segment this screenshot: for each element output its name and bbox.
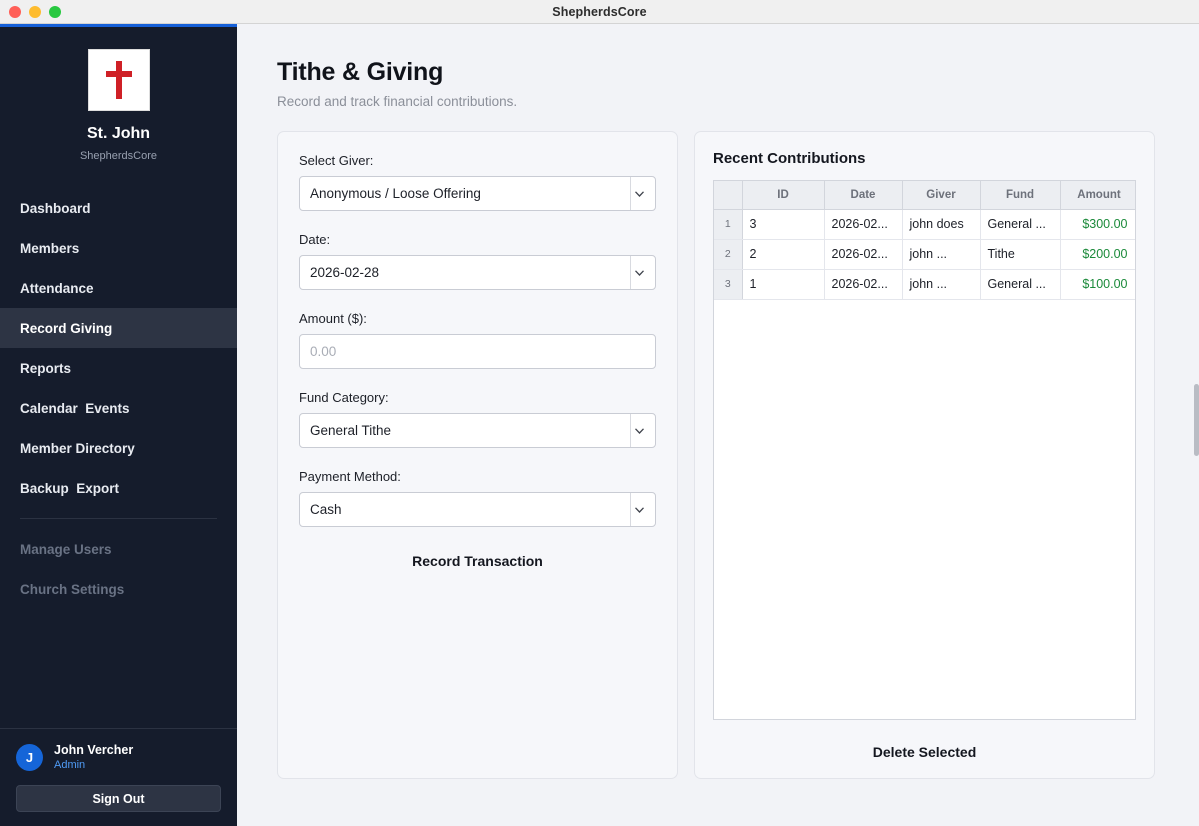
sidebar-item-record-giving[interactable]: Record Giving xyxy=(0,308,237,348)
sidebar-item-members[interactable]: Members xyxy=(20,240,80,256)
column-header-rownum[interactable] xyxy=(714,181,742,209)
cell-date: 2026-02... xyxy=(824,239,902,269)
titlebar xyxy=(0,0,1199,24)
giving-form-card xyxy=(277,131,678,779)
sidebar-nav xyxy=(0,188,237,609)
giver-select-value: Anonymous / Loose Offering xyxy=(310,186,481,201)
sidebar-item-dashboard[interactable]: Dashboard xyxy=(20,200,91,216)
window-body xyxy=(0,24,1199,826)
sidebar-divider xyxy=(20,518,217,519)
sidebar-item-backup-export[interactable]: Backup Export xyxy=(20,480,120,496)
sign-out-button[interactable]: Sign Out xyxy=(16,785,221,812)
cell-fund: General ... xyxy=(980,269,1060,299)
amount-input-placeholder: 0.00 xyxy=(310,344,337,359)
table-row[interactable] xyxy=(714,269,1136,299)
cell-id: 1 xyxy=(742,269,824,299)
cell-id: 2 xyxy=(742,239,824,269)
row-number: 2 xyxy=(714,239,742,269)
fund-select-value: General Tithe xyxy=(310,423,392,438)
sidebar-brand xyxy=(0,27,237,162)
date-label: Date: xyxy=(299,232,331,247)
church-name: St. John xyxy=(86,125,151,142)
fund-label: Fund Category: xyxy=(299,390,389,405)
vertical-scrollbar[interactable] xyxy=(1194,384,1199,456)
sidebar-item-manage-users[interactable]: Manage Users xyxy=(20,541,112,557)
avatar: J xyxy=(16,744,43,771)
amount-label: Amount ($): xyxy=(299,311,367,326)
table-row[interactable] xyxy=(714,209,1136,239)
payment-method-select[interactable] xyxy=(299,492,656,527)
cross-logo-icon xyxy=(88,49,150,111)
fund-select[interactable] xyxy=(299,413,656,448)
date-select[interactable] xyxy=(299,255,656,290)
cell-date: 2026-02... xyxy=(824,209,902,239)
contributions-grid[interactable] xyxy=(713,180,1136,720)
column-header-date[interactable]: Date xyxy=(824,181,902,209)
page-title: Tithe & Giving xyxy=(277,58,444,86)
sidebar-item-reports[interactable]: Reports xyxy=(20,360,72,376)
chevron-down-icon[interactable] xyxy=(630,177,647,210)
row-number: 3 xyxy=(714,269,742,299)
table-header-row xyxy=(714,181,1136,209)
sidebar xyxy=(0,24,237,826)
user-text xyxy=(54,743,133,772)
sidebar-spacer xyxy=(0,609,237,728)
cross-glyph xyxy=(106,61,132,99)
column-header-id[interactable]: ID xyxy=(742,181,824,209)
cell-amount: $200.00 xyxy=(1060,239,1136,269)
recent-contributions-card xyxy=(694,131,1155,779)
chevron-down-icon[interactable] xyxy=(630,493,647,526)
panels xyxy=(277,131,1199,779)
user-name: John Vercher xyxy=(54,743,134,757)
recent-contributions-title: Recent Contributions xyxy=(713,150,866,167)
sidebar-item-calendar-events[interactable]: Calendar Events xyxy=(20,400,130,416)
column-header-giver[interactable]: Giver xyxy=(902,181,980,209)
cell-date: 2026-02... xyxy=(824,269,902,299)
cell-fund: General ... xyxy=(980,209,1060,239)
page-subtitle: Record and track financial contributions. xyxy=(277,94,518,109)
delete-selected-button[interactable]: Delete Selected xyxy=(872,744,977,760)
cell-giver: john ... xyxy=(902,239,980,269)
giver-label: Select Giver: xyxy=(299,153,374,168)
sidebar-item-member-directory[interactable]: Member Directory xyxy=(20,440,135,456)
cell-fund: Tithe xyxy=(980,239,1060,269)
app-name-label: ShepherdsCore xyxy=(79,150,158,162)
amount-input[interactable] xyxy=(299,334,656,369)
row-number: 1 xyxy=(714,209,742,239)
chevron-down-icon[interactable] xyxy=(630,414,647,447)
date-select-value: 2026-02-28 xyxy=(310,265,380,280)
cell-amount: $100.00 xyxy=(1060,269,1136,299)
record-transaction-button[interactable]: Record Transaction xyxy=(412,553,543,569)
cell-giver: john does xyxy=(902,209,980,239)
chevron-down-icon[interactable] xyxy=(630,256,647,289)
window-title: ShepherdsCore xyxy=(552,4,647,19)
column-header-fund[interactable]: Fund xyxy=(980,181,1060,209)
cell-giver: john ... xyxy=(902,269,980,299)
current-user xyxy=(0,728,237,772)
cell-amount: $300.00 xyxy=(1060,209,1136,239)
main-content xyxy=(237,24,1199,826)
contributions-table xyxy=(714,181,1136,300)
user-role: Admin xyxy=(54,759,86,771)
table-row[interactable] xyxy=(714,239,1136,269)
column-header-amount[interactable]: Amount xyxy=(1060,181,1136,209)
sidebar-item-church-settings[interactable]: Church Settings xyxy=(20,581,125,597)
cell-id: 3 xyxy=(742,209,824,239)
payment-method-select-value: Cash xyxy=(310,502,342,517)
payment-method-label: Payment Method: xyxy=(299,469,401,484)
giver-select[interactable] xyxy=(299,176,656,211)
sidebar-item-attendance[interactable]: Attendance xyxy=(20,280,94,296)
